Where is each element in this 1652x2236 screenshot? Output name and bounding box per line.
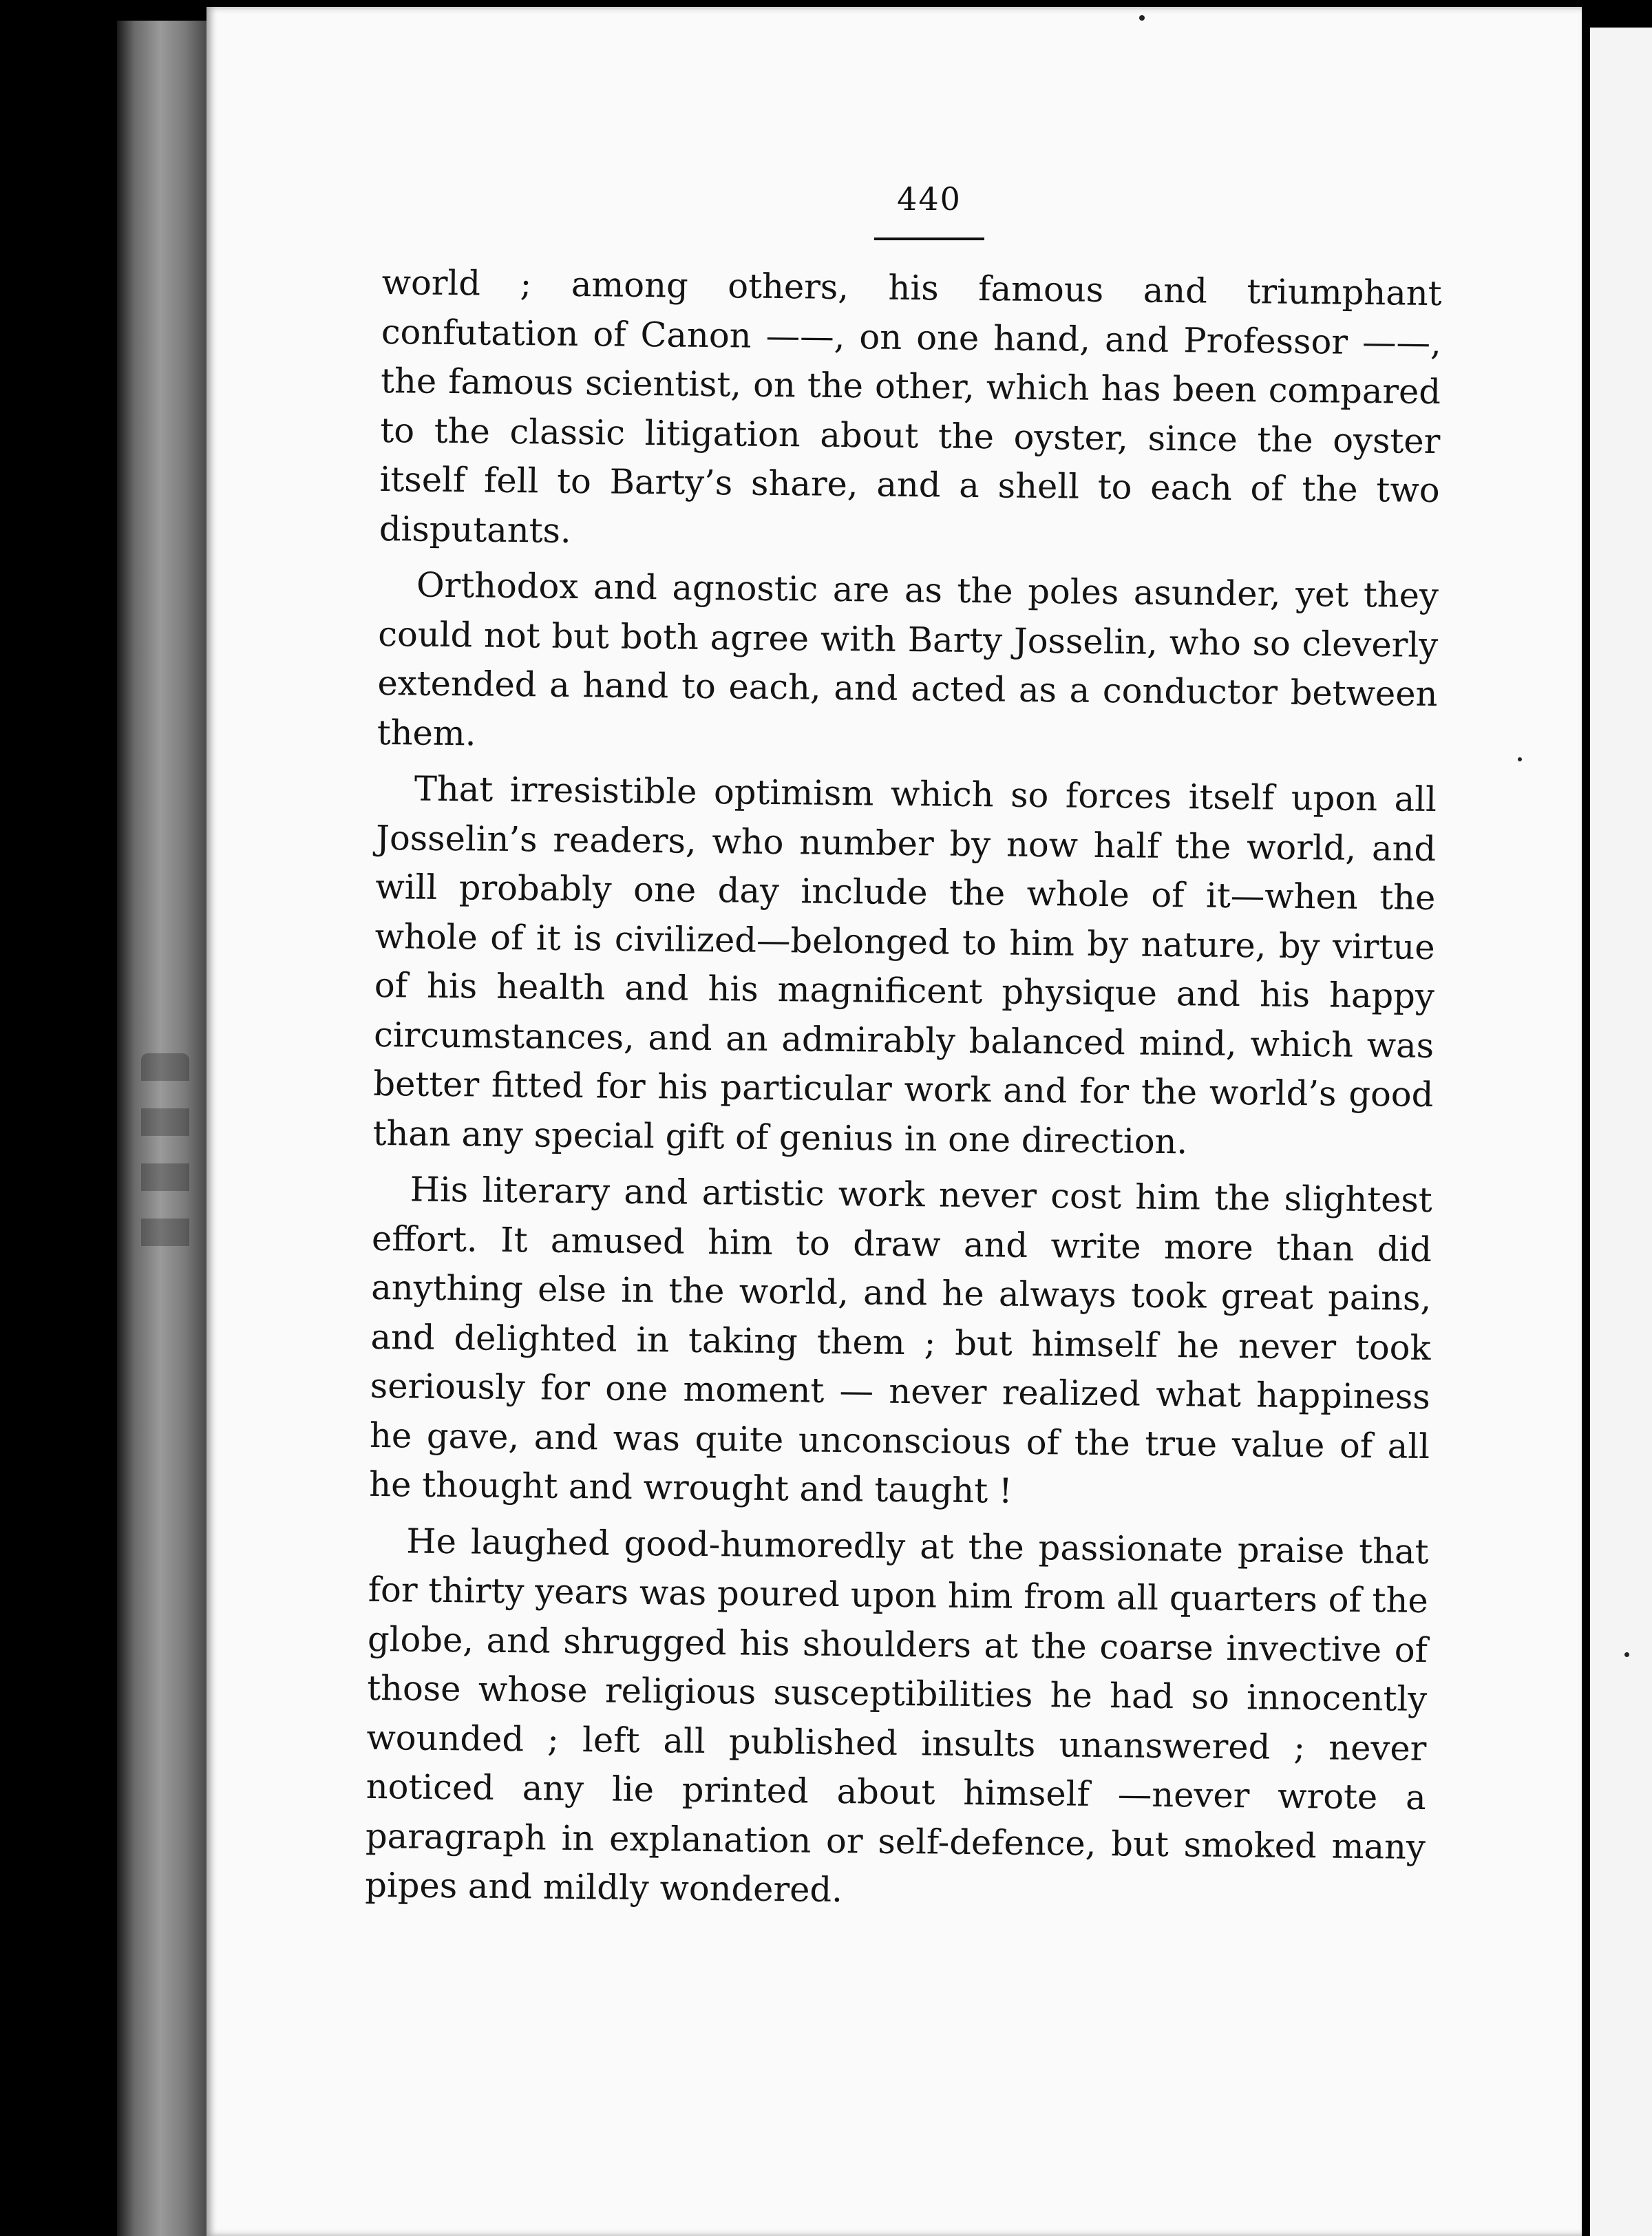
spine-stamp-mark [141,1053,189,1260]
scan-speck [1624,1652,1629,1657]
scan-left-border [0,0,117,2236]
adjacent-page [1590,28,1652,2236]
scan-speck [1518,757,1522,761]
page-edge-rule [1582,34,1590,2236]
scan-speck [1139,15,1145,21]
paragraph-2: Orthodox and agnostic are as the poles asunder, yet they could not but both agree with Barty Josselin, who so cleverly extended a hand to each, and acted as a conductor between them. [377,565,1439,753]
paragraph-1: world ; among others, his famous and triumphant confutation of Canon ——, on one hand, and Professor ——, the famous scientist, on the other, which has been compared to the classic litigation about the oyster, since the oyster itself fell to Barty’s share, and a shell to each of the two disputants. [379,262,1442,551]
page-number-rule [874,238,984,240]
paragraph-4: His literary and artistic work never cost him the slightest effort. It amused him to draw and write more than did anything else in the world, and he always took great pains, and delighted in taking them ; but himself he never took seriously for one moment — never realized what happiness he gave, and was quite unconscious of the true value of all he thought and wrought and taught ! [369,1169,1433,1511]
paragraph-3: That irresistible optimism which so forces itself upon all Josselin’s readers, who number by now half the world, and will probably one day include the whole of it—when the whole of it is civilized—belonged to him by nature, by virtue of his health and his magnificent physique and his happy circumstances, and an admirably balanced mind, which was better fitted for his particular work and for the world’s good than any special gift of genius in one direction. [372,768,1437,1161]
page-number: 440 [897,180,962,218]
paragraph-5: He laughed good-humoredly at the passionate praise that for thirty years was poured upon him from all quarters of the globe, and shrugged his shoulders at the coarse invective of those whose religious susceptibilities he had so innocently wounded ; left all published insults unanswered ; never noticed any lie printed about himself —never wrote a paragraph in explanation or self-defence, but smoked many pipes and mildly wondered. [364,1520,1429,1910]
body-text [365,258,1442,1928]
